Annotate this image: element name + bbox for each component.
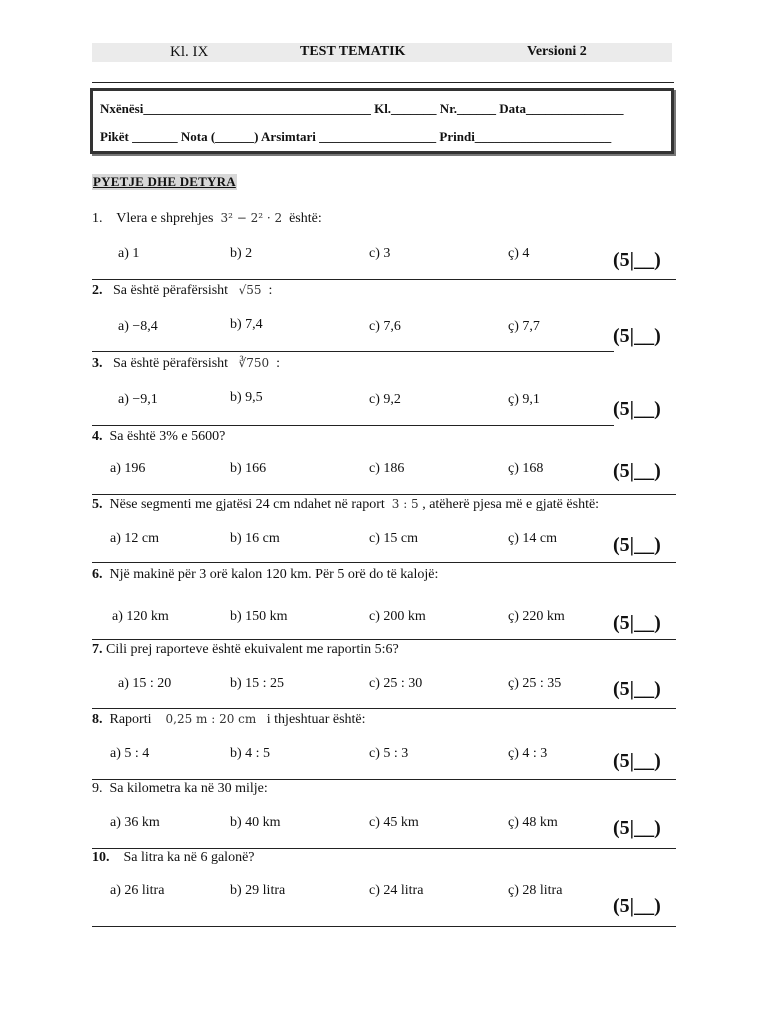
math-expression: 3² − 2² · 2 bbox=[220, 211, 283, 225]
question-suffix: : bbox=[268, 283, 273, 298]
question-number: 6. bbox=[92, 567, 103, 582]
question-number: 3. bbox=[92, 356, 103, 371]
option-a[interactable]: a) 5 : 4 bbox=[110, 746, 150, 761]
question-number: 10. bbox=[92, 850, 110, 865]
option-a[interactable]: a) −9,1 bbox=[118, 392, 158, 407]
option-c[interactable]: c) 9,2 bbox=[369, 392, 401, 407]
option-a[interactable]: a) 36 km bbox=[110, 815, 160, 830]
option-c-cedilla[interactable]: ç) 28 litra bbox=[508, 883, 563, 898]
option-b[interactable]: b) 150 km bbox=[230, 609, 288, 624]
question-number: 9. bbox=[92, 781, 103, 796]
option-b[interactable]: b) 40 km bbox=[230, 815, 281, 830]
info-line-grades: Pikët _______ Nota (______) Arsimtari __________________ Prindi_____________________ bbox=[100, 129, 612, 144]
question-text bbox=[92, 567, 438, 583]
option-c-cedilla[interactable]: ç) 4 : 3 bbox=[508, 746, 548, 761]
question-prompt: Sa litra ka në 6 galonë? bbox=[123, 850, 255, 865]
option-c[interactable]: c) 5 : 3 bbox=[369, 746, 409, 761]
math-expression: 3 : 5 bbox=[391, 497, 419, 511]
option-b[interactable]: b) 7,4 bbox=[230, 317, 263, 332]
option-c[interactable]: c) 200 km bbox=[369, 609, 426, 624]
section-title: PYETJE DHE DETYRA bbox=[93, 174, 236, 189]
test-title: TEST TEMATIK bbox=[300, 44, 406, 59]
score-box[interactable]: (5|__) bbox=[613, 325, 661, 347]
question-divider bbox=[92, 926, 676, 927]
question-prompt: Cili prej raporteve është ekuivalent me raportin 5:6? bbox=[106, 642, 399, 657]
question-text bbox=[92, 211, 322, 227]
student-info-box bbox=[90, 88, 674, 154]
option-c[interactable]: c) 45 km bbox=[369, 815, 419, 830]
option-a[interactable]: a) 26 litra bbox=[110, 883, 165, 898]
question-number: 5. bbox=[92, 497, 103, 512]
question-divider bbox=[92, 279, 676, 280]
score-box[interactable]: (5|__) bbox=[613, 678, 661, 700]
option-b[interactable]: b) 16 cm bbox=[230, 531, 280, 546]
option-c[interactable]: c) 25 : 30 bbox=[369, 676, 423, 691]
option-b[interactable]: b) 29 litra bbox=[230, 883, 286, 898]
question-text bbox=[92, 283, 272, 299]
question-text bbox=[92, 642, 399, 658]
option-a[interactable]: a) 120 km bbox=[112, 609, 169, 624]
question-number: 8. bbox=[92, 712, 103, 727]
question-suffix: : bbox=[276, 356, 281, 371]
score-box[interactable]: (5|__) bbox=[613, 895, 661, 917]
score-box[interactable]: (5|__) bbox=[613, 398, 661, 420]
header-bar bbox=[92, 43, 672, 62]
score-box[interactable]: (5|__) bbox=[613, 249, 661, 271]
question-divider bbox=[92, 562, 676, 563]
question-number: 2. bbox=[92, 283, 103, 298]
question-divider bbox=[92, 779, 676, 780]
score-box[interactable]: (5|__) bbox=[613, 817, 661, 839]
question-number: 4. bbox=[92, 429, 103, 444]
option-c-cedilla[interactable]: ç) 7,7 bbox=[508, 319, 540, 334]
math-expression: ∛750 bbox=[238, 356, 270, 370]
question-number: 1. bbox=[92, 211, 103, 226]
question-prompt: Vlera e shprehjes bbox=[116, 211, 214, 226]
option-c[interactable]: c) 15 cm bbox=[369, 531, 418, 546]
question-number: 7. bbox=[92, 642, 103, 657]
question-text bbox=[92, 781, 268, 797]
option-c-cedilla[interactable]: ç) 14 cm bbox=[508, 531, 557, 546]
question-suffix: i thjeshtuar është: bbox=[266, 712, 366, 727]
question-divider bbox=[92, 425, 614, 426]
question-divider bbox=[92, 708, 676, 709]
question-suffix: është: bbox=[289, 211, 322, 226]
question-divider bbox=[92, 351, 614, 352]
option-c[interactable]: c) 186 bbox=[369, 461, 405, 476]
option-c-cedilla[interactable]: ç) 168 bbox=[508, 461, 544, 476]
question-text bbox=[92, 497, 599, 513]
option-c-cedilla[interactable]: ç) 48 km bbox=[508, 815, 558, 830]
score-box[interactable]: (5|__) bbox=[613, 750, 661, 772]
question-text bbox=[92, 429, 225, 445]
question-prompt: Sa kilometra ka në 30 milje: bbox=[109, 781, 268, 796]
option-c-cedilla[interactable]: ç) 220 km bbox=[508, 609, 565, 624]
option-b[interactable]: b) 2 bbox=[230, 246, 253, 261]
question-text bbox=[92, 712, 366, 728]
math-expression: √55 bbox=[238, 283, 262, 297]
option-a[interactable]: a) 15 : 20 bbox=[118, 676, 172, 691]
option-c[interactable]: c) 3 bbox=[369, 246, 391, 261]
class-label: Kl. IX bbox=[170, 44, 209, 60]
info-line-student: Nxënësi___________________________________ Kl._______ Nr.______ Data_______________ bbox=[100, 101, 624, 116]
score-box[interactable]: (5|__) bbox=[613, 534, 661, 556]
option-c-cedilla[interactable]: ç) 4 bbox=[508, 246, 530, 261]
option-a[interactable]: a) −8,4 bbox=[118, 319, 158, 334]
question-text bbox=[92, 850, 255, 866]
header-rule bbox=[92, 82, 674, 83]
option-b[interactable]: b) 15 : 25 bbox=[230, 676, 285, 691]
option-c-cedilla[interactable]: ç) 25 : 35 bbox=[508, 676, 562, 691]
option-b[interactable]: b) 9,5 bbox=[230, 390, 263, 405]
option-a[interactable]: a) 1 bbox=[118, 246, 140, 261]
option-c[interactable]: c) 24 litra bbox=[369, 883, 424, 898]
question-prompt: Sa është përafërsisht bbox=[113, 283, 229, 298]
question-suffix: , atëherë pjesa më e gjatë është: bbox=[422, 497, 600, 512]
question-divider bbox=[92, 639, 676, 640]
question-prompt: Sa është përafërsisht bbox=[113, 356, 229, 371]
score-box[interactable]: (5|__) bbox=[613, 612, 661, 634]
option-c-cedilla[interactable]: ç) 9,1 bbox=[508, 392, 540, 407]
question-prompt: Raporti bbox=[109, 712, 152, 727]
question-prompt: Një makinë për 3 orë kalon 120 km. Për 5 orë do të kalojë: bbox=[109, 567, 439, 582]
option-c[interactable]: c) 7,6 bbox=[369, 319, 401, 334]
question-divider bbox=[92, 848, 676, 849]
question-prompt: Sa është 3% e 5600? bbox=[109, 429, 226, 444]
version-label: Versioni 2 bbox=[527, 44, 587, 59]
option-a[interactable]: a) 12 cm bbox=[110, 531, 159, 546]
score-box[interactable]: (5|__) bbox=[613, 460, 661, 482]
option-b[interactable]: b) 4 : 5 bbox=[230, 746, 271, 761]
option-b[interactable]: b) 166 bbox=[230, 461, 267, 476]
question-text bbox=[92, 356, 280, 372]
math-expression: 0,25 m : 20 cm bbox=[165, 712, 257, 726]
question-prompt: Nëse segmenti me gjatësi 24 cm ndahet në raport bbox=[109, 497, 385, 512]
option-a[interactable]: a) 196 bbox=[110, 461, 146, 476]
question-divider bbox=[92, 494, 676, 495]
